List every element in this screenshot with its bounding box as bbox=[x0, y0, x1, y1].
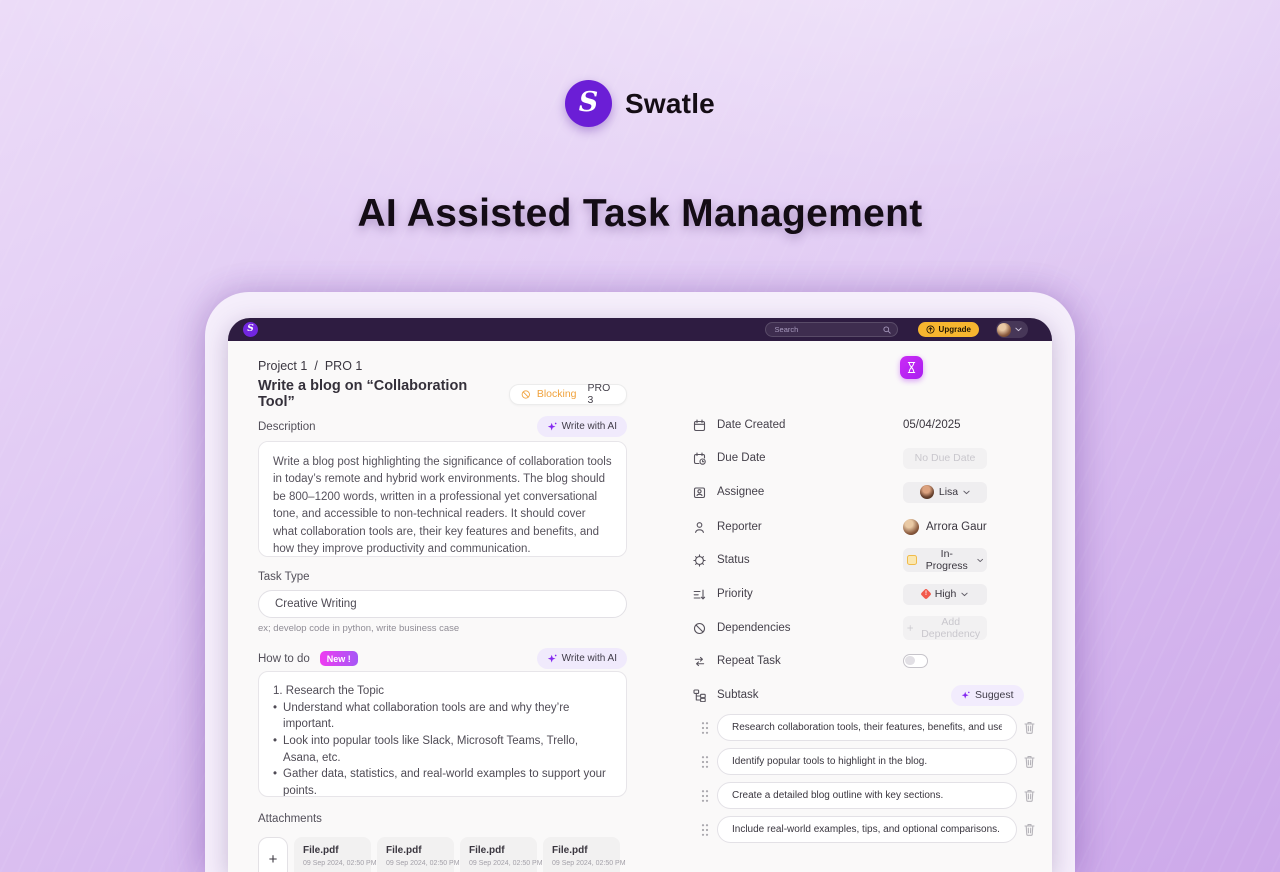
attachment-card[interactable] bbox=[543, 837, 626, 872]
trash-icon[interactable] bbox=[1024, 823, 1035, 836]
page-title: AI Assisted Task Management bbox=[357, 192, 923, 235]
drag-handle-icon[interactable] bbox=[700, 721, 710, 735]
subtask-input[interactable] bbox=[717, 816, 1017, 843]
priority-value: High bbox=[934, 588, 957, 600]
detail-row-due-date bbox=[693, 448, 1038, 468]
repeat-task-toggle[interactable] bbox=[903, 654, 928, 668]
how-to-header bbox=[258, 648, 627, 669]
reporter-value: Arrora Gaur bbox=[926, 521, 987, 533]
repeat-icon bbox=[693, 655, 706, 668]
status-gear-icon bbox=[693, 554, 706, 567]
task-type-input[interactable] bbox=[258, 590, 627, 618]
reporter-avatar bbox=[903, 519, 919, 535]
reporter-label: Reporter bbox=[717, 521, 762, 533]
detail-row-repeat-task bbox=[693, 651, 1038, 671]
how-to-bullet: • Look into popular tools like Slack, Microsoft Teams, Trello, Asana, etc. bbox=[273, 733, 612, 766]
breadcrumb-project[interactable]: Project 1 bbox=[258, 359, 308, 373]
app-window bbox=[228, 318, 1052, 872]
search-box[interactable] bbox=[765, 322, 898, 337]
detail-row-assignee bbox=[693, 482, 1038, 502]
priority-label: Priority bbox=[717, 588, 753, 600]
write-with-ai-howto-button[interactable] bbox=[537, 648, 627, 669]
detail-row-date-created bbox=[693, 415, 1038, 435]
new-badge: New ! bbox=[320, 651, 358, 666]
task-type-label: Task Type bbox=[258, 571, 310, 583]
attachments-row bbox=[258, 837, 658, 872]
file-name: File.pdf bbox=[552, 845, 588, 856]
file-timestamp: 09 Sep 2024, 02:50 PM bbox=[552, 860, 626, 867]
how-to-bullet: • Understand what collaboration tools are and why they’re important. bbox=[273, 700, 612, 733]
sparkle-icon bbox=[547, 422, 557, 432]
drag-handle-icon[interactable] bbox=[700, 823, 710, 837]
detail-row-subtask bbox=[693, 685, 1038, 705]
description-header bbox=[258, 416, 627, 437]
task-title: Write a blog on “Collaboration Tool” bbox=[258, 378, 468, 410]
detail-row-status bbox=[693, 550, 1038, 570]
chevron-down-icon bbox=[977, 558, 983, 563]
write-with-ai-label: Write with AI bbox=[561, 421, 617, 432]
dependencies-label: Dependencies bbox=[717, 622, 791, 634]
sparkle-icon bbox=[961, 691, 970, 700]
subtask-tree-icon bbox=[693, 689, 706, 702]
status-label: Status bbox=[717, 554, 750, 566]
calendar-clock-icon bbox=[693, 452, 706, 465]
how-to-section-1 bbox=[273, 683, 612, 797]
how-to-heading: 1. Research the Topic bbox=[273, 685, 385, 697]
file-timestamp: 09 Sep 2024, 02:50 PM bbox=[303, 860, 377, 867]
blocked-icon bbox=[521, 389, 531, 400]
app-main bbox=[228, 341, 1052, 872]
file-name: File.pdf bbox=[303, 845, 339, 856]
status-value: In-Progress bbox=[925, 548, 968, 572]
sparkle-icon bbox=[547, 654, 557, 664]
subtask-input[interactable] bbox=[717, 782, 1017, 809]
subtask-label: Subtask bbox=[717, 689, 759, 701]
task-title-row bbox=[258, 378, 627, 410]
swatle-logo-icon: S bbox=[565, 80, 612, 127]
brand-name: Swatle bbox=[625, 87, 715, 119]
breadcrumb bbox=[258, 359, 627, 373]
attachment-card[interactable] bbox=[294, 837, 377, 872]
screenshot-frame bbox=[205, 292, 1075, 872]
chevron-down-icon bbox=[963, 490, 970, 495]
hourglass-icon bbox=[906, 361, 917, 374]
status-inprogress-icon bbox=[907, 555, 917, 565]
priority-sort-icon bbox=[693, 588, 706, 601]
file-timestamp: 09 Sep 2024, 02:50 PM bbox=[386, 860, 460, 867]
detail-row-reporter bbox=[693, 517, 1038, 537]
attachment-card[interactable] bbox=[377, 837, 460, 872]
blocking-ref: PRO 3 bbox=[587, 382, 611, 406]
subtask-row bbox=[693, 816, 1038, 843]
trash-icon[interactable] bbox=[1024, 789, 1035, 802]
blocking-label: Blocking bbox=[536, 388, 577, 400]
drag-handle-icon[interactable] bbox=[700, 789, 710, 803]
detail-row-priority bbox=[693, 584, 1038, 604]
brand-header bbox=[0, 80, 1280, 127]
plus-icon bbox=[907, 624, 913, 632]
blocking-badge[interactable] bbox=[509, 384, 627, 405]
attachments-label: Attachments bbox=[258, 813, 322, 825]
assignee-card-icon bbox=[693, 486, 706, 499]
how-to-label: How to do bbox=[258, 652, 310, 665]
subtask-input[interactable] bbox=[717, 714, 1017, 741]
trash-icon[interactable] bbox=[1024, 755, 1035, 768]
subtask-input[interactable] bbox=[717, 748, 1017, 775]
due-date-label: Due Date bbox=[717, 452, 766, 464]
description-label: Description bbox=[258, 420, 316, 433]
search-icon bbox=[883, 326, 891, 334]
assignee-label: Assignee bbox=[717, 486, 765, 498]
file-name: File.pdf bbox=[469, 845, 505, 856]
subtask-row bbox=[693, 782, 1038, 809]
breadcrumb-item[interactable]: PRO 1 bbox=[324, 359, 363, 373]
how-to-editor[interactable] bbox=[258, 671, 627, 797]
time-track-button[interactable] bbox=[900, 356, 923, 379]
detail-row-dependencies bbox=[693, 618, 1038, 638]
write-with-ai-description-button[interactable] bbox=[537, 416, 627, 437]
date-created-label: Date Created bbox=[717, 419, 786, 431]
dependencies-value: Add Dependency bbox=[921, 616, 981, 640]
status-select[interactable] bbox=[903, 548, 987, 572]
upgrade-label: Upgrade bbox=[938, 325, 971, 334]
subtask-row bbox=[693, 748, 1038, 775]
task-type-hint: ex; develop code in python, write business case bbox=[258, 623, 460, 634]
toggle-knob bbox=[905, 656, 915, 666]
how-to-bullet: • Gather data, statistics, and real-world examples to support your points. bbox=[273, 766, 612, 797]
subtask-row bbox=[693, 714, 1038, 741]
write-with-ai-label: Write with AI bbox=[561, 653, 617, 664]
drag-handle-icon[interactable] bbox=[700, 755, 710, 769]
repeat-task-label: Repeat Task bbox=[717, 655, 781, 667]
priority-high-icon: ! bbox=[920, 588, 931, 599]
upgrade-button[interactable] bbox=[918, 322, 979, 337]
user-menu[interactable] bbox=[996, 321, 1028, 338]
suggest-subtasks-button[interactable] bbox=[951, 685, 1024, 706]
add-dependency-button[interactable] bbox=[903, 616, 987, 640]
suggest-label: Suggest bbox=[975, 689, 1014, 701]
file-name: File.pdf bbox=[386, 845, 422, 856]
priority-select[interactable] bbox=[903, 584, 987, 605]
chevron-down-icon bbox=[1015, 327, 1022, 332]
chevron-down-icon bbox=[961, 592, 968, 597]
no-entry-icon bbox=[693, 622, 706, 635]
file-timestamp: 09 Sep 2024, 02:50 PM bbox=[469, 860, 543, 867]
attachment-card[interactable] bbox=[460, 837, 543, 872]
calendar-icon bbox=[693, 419, 706, 432]
assignee-value: Lisa bbox=[938, 486, 959, 498]
date-created-value: 05/04/2025 bbox=[903, 419, 961, 431]
app-top-bar bbox=[228, 318, 1052, 341]
user-avatar bbox=[997, 323, 1011, 337]
breadcrumb-separator: / bbox=[314, 359, 318, 373]
trash-icon[interactable] bbox=[1024, 721, 1035, 734]
assignee-select[interactable] bbox=[903, 482, 987, 503]
add-attachment-button[interactable]: + bbox=[258, 837, 288, 872]
upgrade-arrow-icon bbox=[926, 325, 935, 334]
description-textarea[interactable] bbox=[258, 441, 627, 557]
search-input[interactable] bbox=[775, 325, 883, 334]
assignee-avatar bbox=[920, 485, 934, 499]
person-icon bbox=[693, 521, 706, 534]
app-logo-icon: S bbox=[243, 322, 258, 337]
due-date-picker[interactable]: No Due Date bbox=[903, 448, 987, 469]
